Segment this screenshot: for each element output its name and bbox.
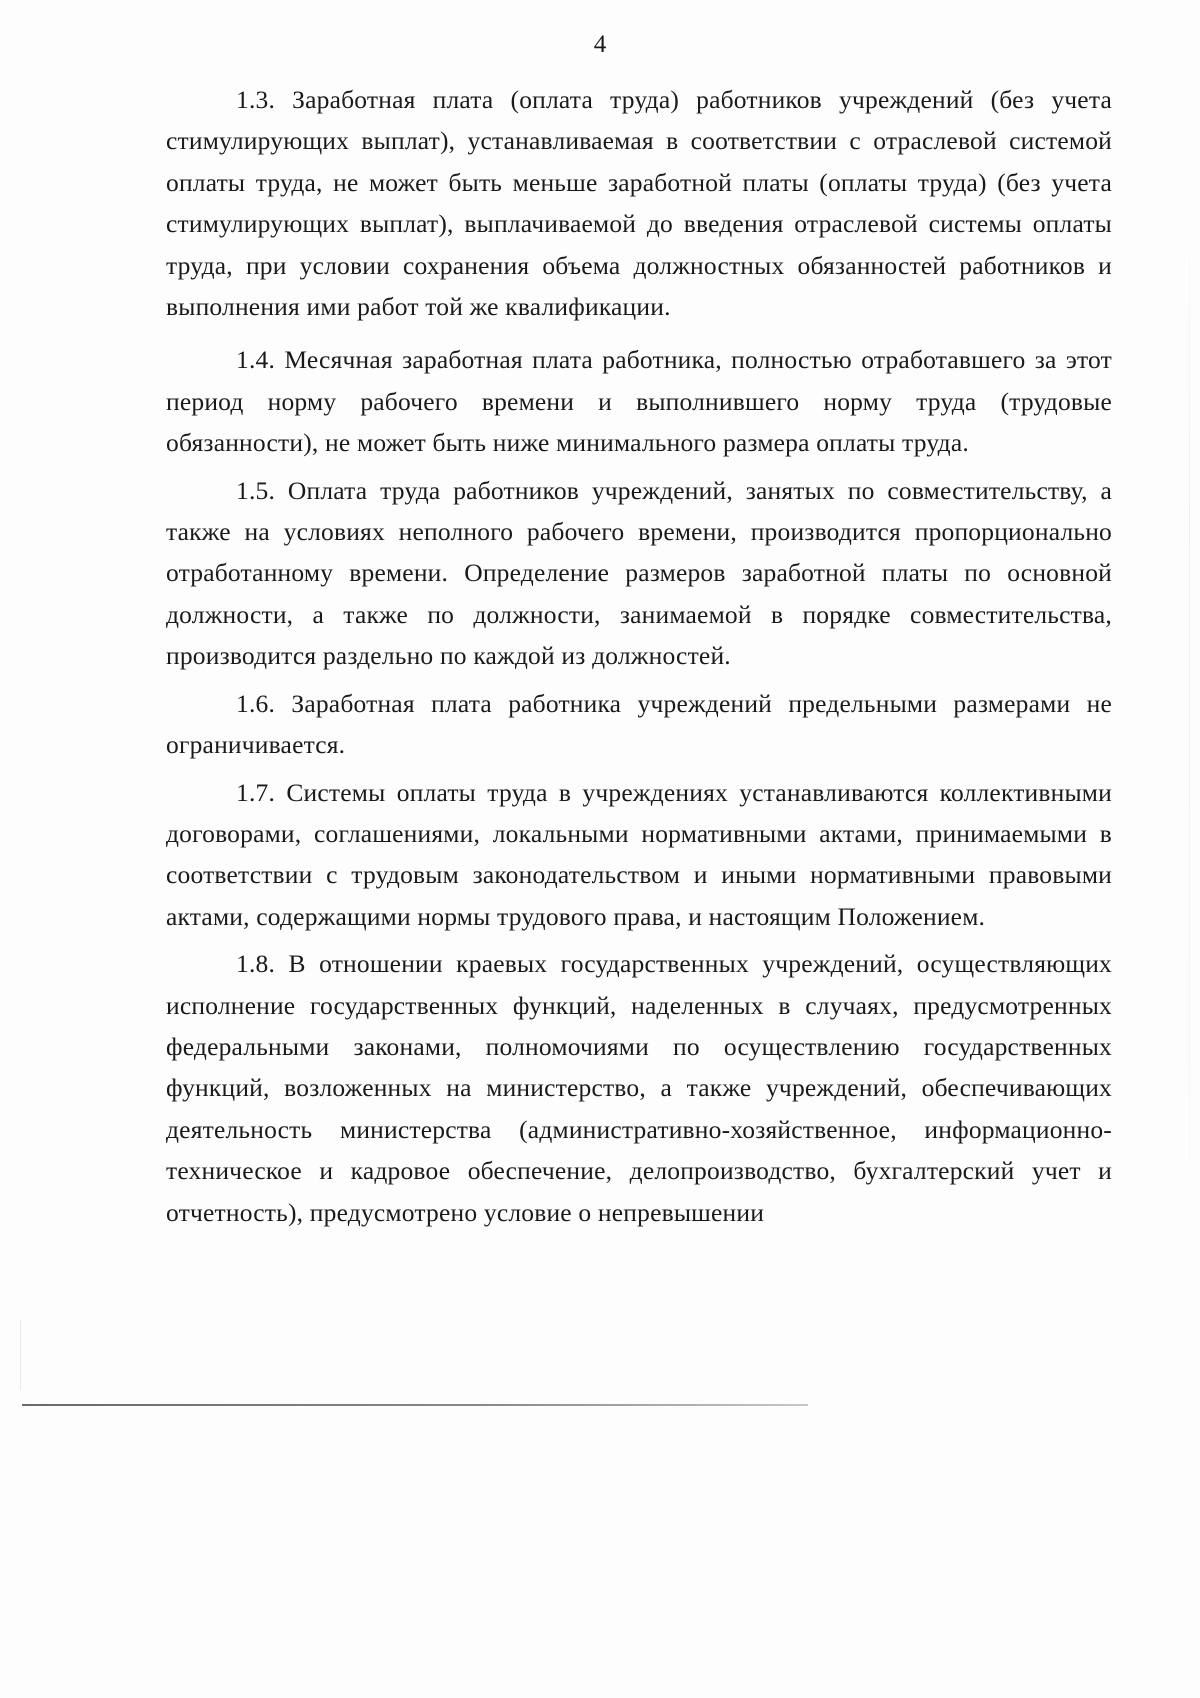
- paragraph-1-8: 1.8. В отношении краевых государственных учреждений, осуществляющих исполнение государственных функций, наделенных в случаях, предусмотренных федеральными законами, полномочиями по осуществлению государственных функций, возложенных на министерство, а также учреждений, обеспечивающих деятельность министерства (административно-хозяйственное, информационно-техническое и кадровое обеспечение, делопроизводство, бухгалтерский учет и отчетность), предусмотрено условие о непревышении: [166, 949, 1112, 1227]
- paragraph-1-6: 1.6. Заработная плата работника учреждений предельными размерами не ограничивается.: [166, 688, 1112, 760]
- paragraph-1-3: 1.3. Заработная плата (оплата труда) работников учреждений (без учета стимулирующих выплат), устанавливаемая в соответствии с отраслевой системой оплаты труда, не может быть меньше заработной платы (оплаты труда) (без учета стимулирующих выплат), выплачиваемой до введения отраслевой системы оплаты труда, при условии сохранения объема должностных обязанностей работников и выполнения ими работ той же квалификации.: [166, 85, 1112, 322]
- page-number: 4: [593, 31, 607, 58]
- paragraph-1-5: 1.5. Оплата труда работников учреждений, занятых по совместительству, а также на условиях неполного рабочего времени, производится пропорционально отработанному времени. Определение размеров заработной платы по основной должности, а также по должности, занимаемой в порядке совместительства, производится раздельно по каждой из должностей.: [166, 475, 1112, 671]
- scan-edge-mark: [20, 1320, 21, 1390]
- paragraph-1-4: 1.4. Месячная заработная плата работника, полностью отработавшего за этот период норму рабочего времени и выполнившего норму труда (трудовые обязанности), не может быть ниже минимального размера оплаты труда.: [166, 345, 1112, 458]
- paragraph-1-7: 1.7. Системы оплаты труда в учреждениях устанавливаются коллективными договорами, соглашениями, локальными нормативными актами, принимаемыми в соответствии с трудовым законодательством и иными нормативными правовыми актами, содержащими нормы трудового права, и настоящим Положением.: [166, 777, 1112, 931]
- footnote-divider-line: [22, 1404, 808, 1406]
- document-body: [166, 79, 1112, 1239]
- scan-edge-shadow: [1189, 180, 1190, 1280]
